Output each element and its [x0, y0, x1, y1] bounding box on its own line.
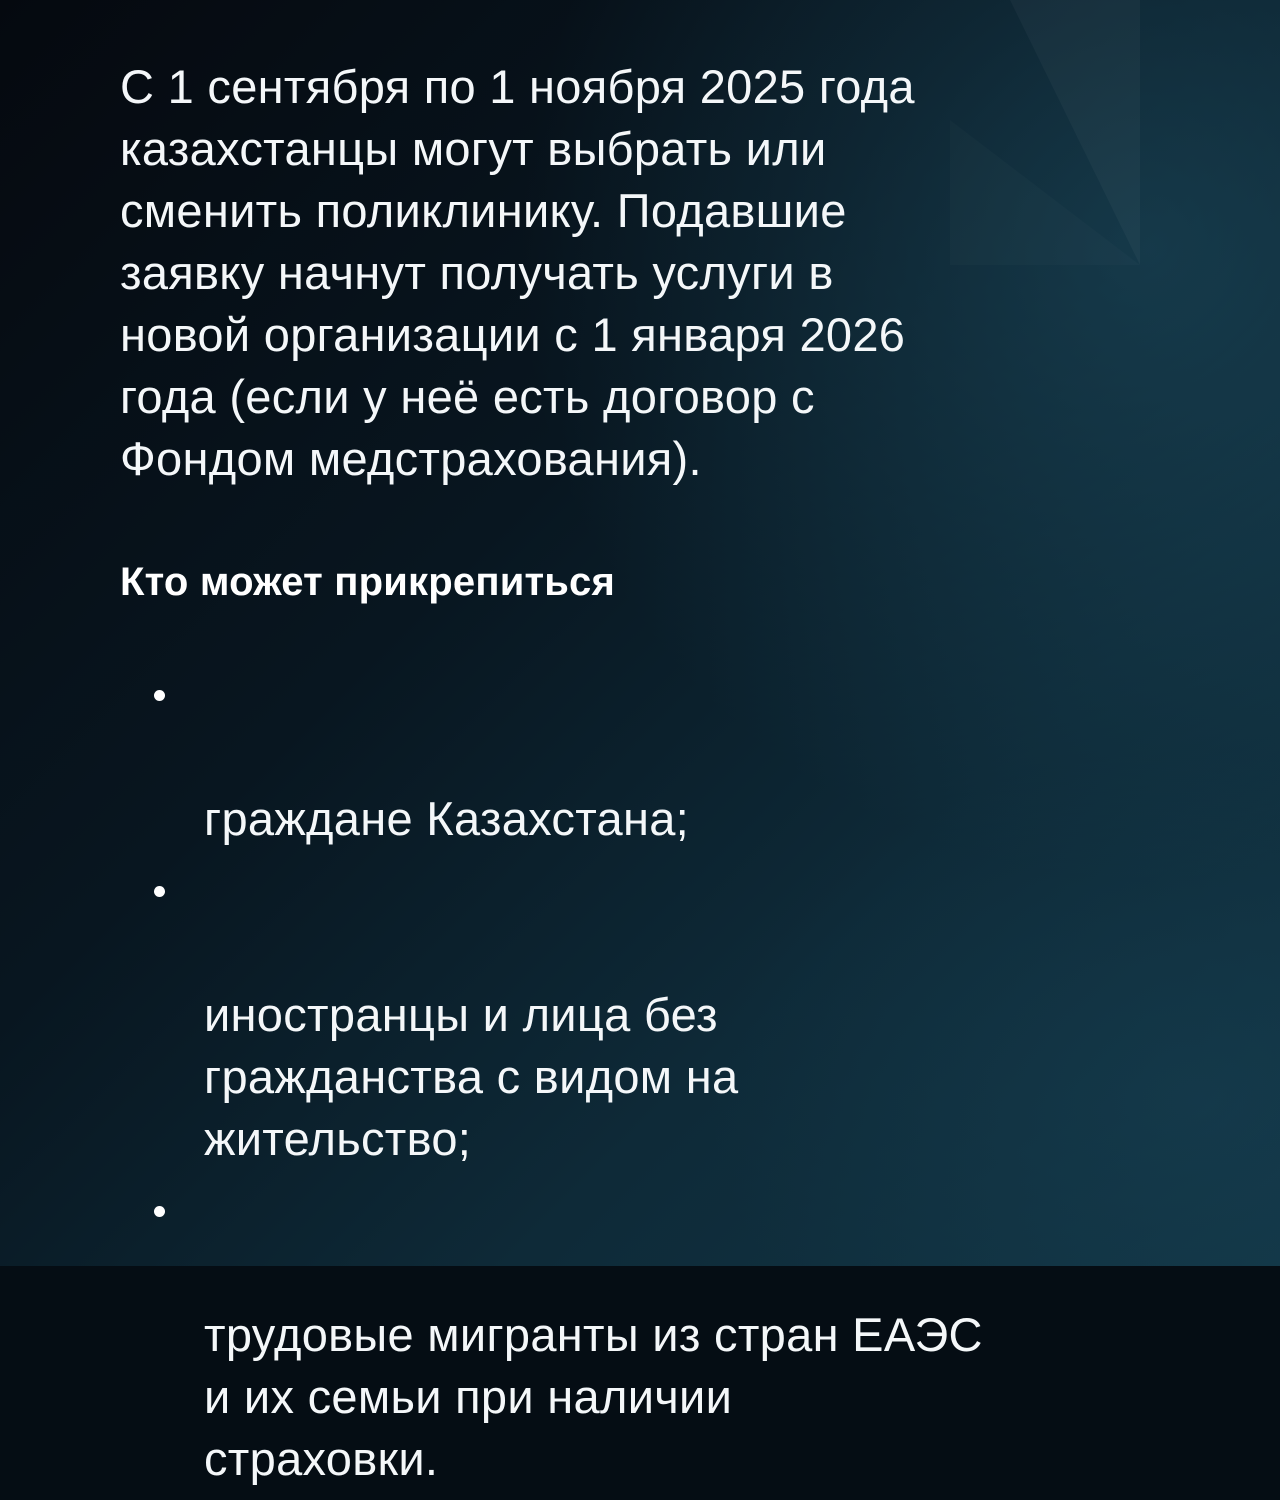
- bullet-icon: [154, 886, 165, 897]
- list-item-text: граждане Казахстана;: [204, 792, 690, 845]
- content: [120, 56, 1200, 1500]
- list-item: [120, 860, 1200, 1170]
- eligible-list: [120, 664, 1200, 1490]
- list-item: [120, 664, 1200, 850]
- section-heading: Кто может прикрепиться: [120, 560, 616, 604]
- intro-paragraph: С 1 сентября по 1 ноября 2025 года казахстанцы могут выбрать или сменить поликлинику. Подавшие заявку начнут получать услуги в новой организации с 1 января 2026 года (если у неё есть договор с Фондом медстрахования).: [120, 60, 915, 485]
- bullet-icon: [154, 1206, 165, 1217]
- list-item: [120, 1180, 1200, 1490]
- bullet-icon: [154, 690, 165, 701]
- list-item-text: иностранцы и лица без гражданства с видом на жительство;: [204, 988, 739, 1165]
- list-item-text: трудовые мигранты из стран ЕАЭС и их семьи при наличии страховки.: [204, 1308, 983, 1485]
